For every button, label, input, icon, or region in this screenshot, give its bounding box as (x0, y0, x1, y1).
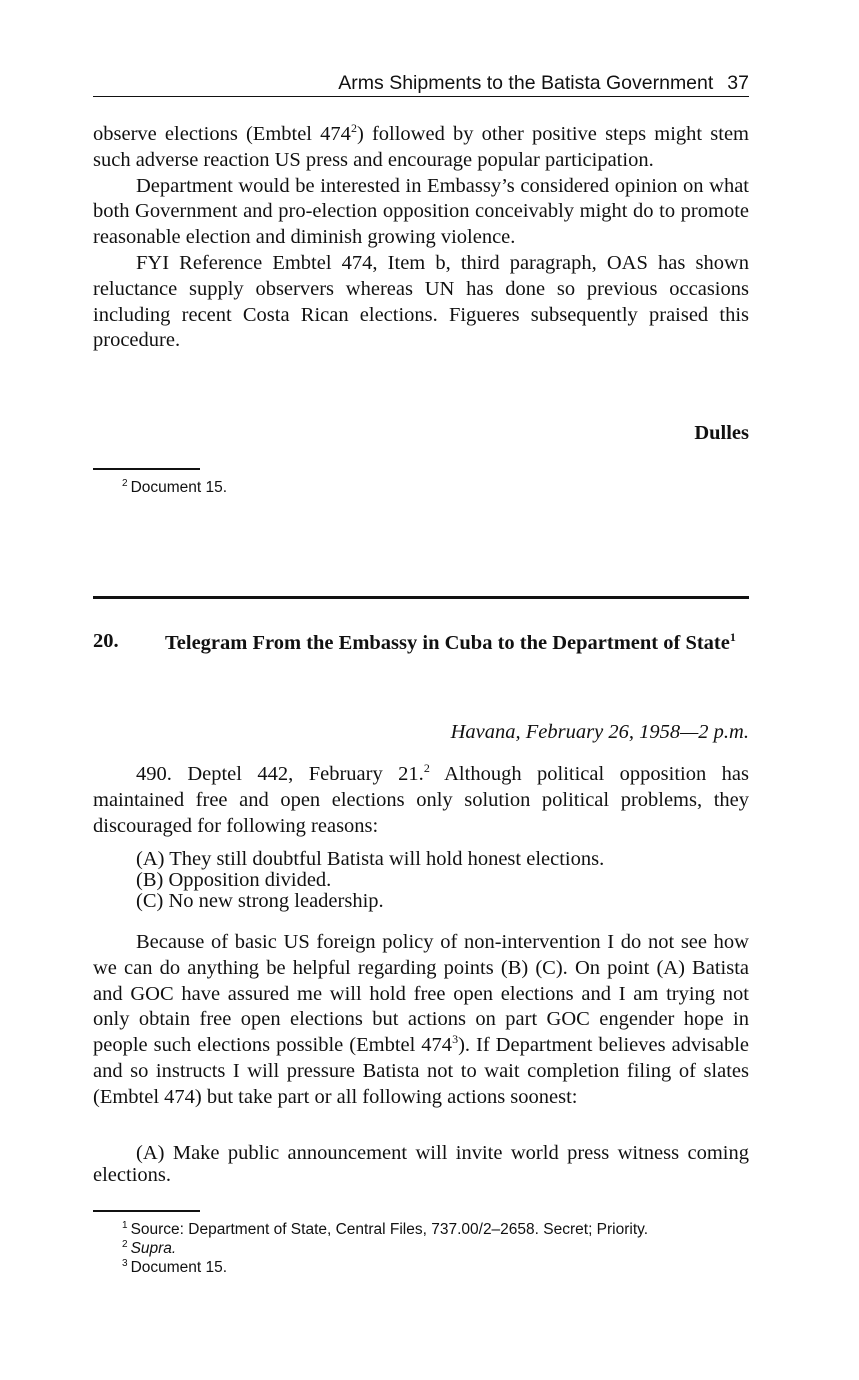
footnote-ref: 1 (729, 630, 736, 644)
paragraph: 490. Deptel 442, February 21.$^2$ Although political opposition has maintained free and open elections only solution political problems, they discouraged for following reasons: (93, 761, 749, 837)
running-title: Arms Shipments to the Batista Government (338, 72, 714, 94)
list-item: (C) No new strong leadership. (136, 890, 384, 912)
footnote-ref: 2 (423, 761, 430, 775)
paragraph: observe elections (Embtel $474^2$) followed by other positive steps might stem such adverse reaction US press and encourage popular participation. (93, 121, 749, 171)
document-body-main (93, 930, 749, 1111)
footnote: $^3$ Document 15. (122, 1258, 228, 1276)
paragraph: Department would be interested in Embassy’s considered opinion on what both Government and pro-election opposition conceivably might do to promote reasonable election and diminish growing violence. (93, 174, 749, 249)
reasons-list (136, 849, 604, 912)
footnote: $^2$ Supra. (122, 1239, 177, 1257)
footnote: $^2$ Document 15. (122, 478, 228, 496)
dateline: Havana, February 26, 1958—2 p.m. (450, 721, 749, 743)
section-divider (93, 596, 749, 599)
list-item: (A) They still doubtful Batista will hold honest elections. (136, 848, 605, 870)
signature: Dulles (694, 422, 749, 444)
page-number: 37 (727, 72, 749, 94)
footnote: $^1$ Source: Department of State, Central Files, 737.00/2–2658. Secret; Priority. (122, 1220, 649, 1238)
paragraph: (A) Make public announcement will invite world press witness coming elections. (93, 1142, 749, 1186)
document-number: 20. (93, 630, 119, 652)
document-title: Telegram From the Embassy in Cuba to the Department of State$^1$ (165, 630, 736, 654)
footnote-ref: 2 (350, 121, 357, 135)
footnote-divider (93, 468, 200, 470)
paragraph: FYI Reference Embtel 474, Item b, third paragraph, OAS has shown reluctance supply observers whereas UN has done so previous occasions including recent Costa Rican elections. Figueres subsequently praised this procedure. (93, 251, 749, 352)
footnote-ref: 3 (452, 1032, 459, 1047)
document-body-intro (93, 762, 749, 839)
paragraph: Because of basic US foreign policy of non-intervention I do not see how we can do anything be helpful regarding points (B) (C). On point (A) Batista and GOC have assured me will hold free open elections and I am trying not only obtain free open elections but actions on part GOC engender hope in people such elections possible (Embtel $474^3$). If Department believes advisable and so instructs I will pressure Batista not to wait completion filing of slates (Embtel 474) but take part or all following actions soonest: (93, 931, 750, 1108)
footnote-divider (93, 1210, 200, 1212)
document-body-action (93, 1142, 749, 1186)
list-item: (B) Opposition divided. (136, 869, 332, 891)
previous-document-body (93, 122, 749, 354)
running-header (93, 70, 749, 97)
